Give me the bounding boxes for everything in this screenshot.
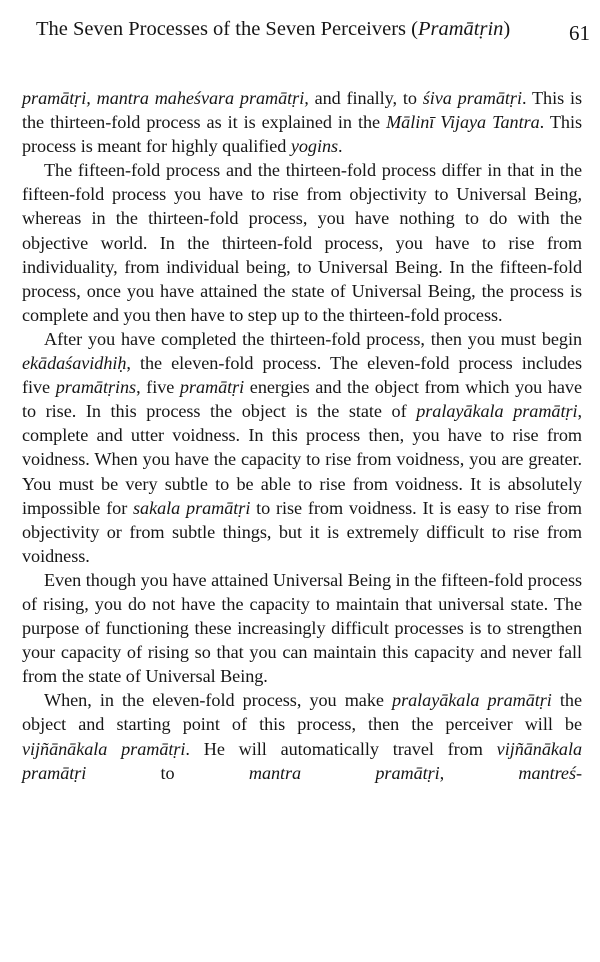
paragraph (22, 86, 582, 158)
paragraph (22, 158, 582, 327)
italic-term: ekādaśavidhiḥ (22, 353, 127, 374)
italic-term: yogins (290, 136, 339, 157)
italic-term: vijñānākala pramātṛi (22, 738, 186, 759)
text-run: After you have completed the thirteen-fold process, then you must begin (44, 328, 582, 349)
text-run: the object and starting point of this process, then the perceiver will be (22, 690, 582, 735)
text-run: and finally, to (308, 88, 423, 108)
text-run: . He will automatically travel from (185, 738, 497, 759)
paragraph (22, 688, 582, 784)
running-title (36, 13, 510, 45)
paragraph (22, 327, 582, 568)
italic-term: pramātṛi, mantra maheśvara pramātṛi, (22, 88, 309, 108)
running-head (36, 13, 590, 47)
italic-term: mantra pramātṛi, mantreś- (248, 762, 582, 783)
text-run: . This process is meant for highly qualified (22, 112, 582, 157)
text-run: The fifteen-fold process and the thirteen-fold process differ in that in the fifteen-fold process you have to rise from objectivity to Universal Being, whereas in the thirteen-fold process, you have nothing to do with the objective world. In the thirteen-fold process, you have to rise from individuality, from individual being, to Universal Being. In the fifteen-fold process, once you have attained the state of Universal Being, the process is complete and you then have to step up to the thirteen-fold process. (22, 160, 582, 325)
page-number: 61 (569, 21, 590, 45)
running-title-italic: Pramātṛin (417, 18, 504, 40)
text-run: . This is the thirteen-fold process as it is explained in the (22, 88, 583, 133)
text-run: energies and the object from which you have to rise. In this process the object is the state of (22, 377, 582, 422)
italic-term: pramātṛins (55, 377, 137, 398)
running-title-roman: The Seven Processes of the Seven Perceivers ( (36, 18, 418, 40)
body-text (22, 86, 582, 785)
italic-term: vijñānākala pramātṛi (22, 738, 582, 783)
text-run: , the eleven-fold process. The eleven-fold process includes five (22, 353, 582, 398)
text-run: Even though you have attained Universal Being in the fifteen-fold process of rising, you do not have the capacity to maintain that universal state. The purpose of functioning these increasingly difficult processes is to strengthen your capacity of rising so that you can maintain this capacity and never fall from the state of Universal Being. (22, 569, 582, 687)
text-run: , complete and utter voidness. In this process then, you have to rise from voidness. When you have the capacity to rise from voidness, you are greater. You must be very subtle to be able to rise from voidness. It is absolutely impossible for (22, 401, 582, 518)
italic-term: sakala pramātṛi (133, 497, 251, 518)
italic-term: pralayākala pramātṛi (392, 690, 552, 711)
italic-term: pralayākala pramātṛi (416, 401, 578, 422)
text-run: to (86, 762, 249, 783)
text-run: When, in the eleven-fold process, you make (44, 690, 393, 711)
running-title-close: ) (503, 18, 511, 40)
text-run: , five (136, 377, 180, 398)
text-run: to rise from voidness. It is easy to rise from objectivity or from subtle things, but it is extremely difficult to rise from voidness. (22, 497, 582, 566)
italic-term: Mālinī Vijaya Tantra (386, 112, 540, 133)
italic-term: pramātṛi (179, 377, 245, 398)
paragraph (22, 568, 582, 688)
text-run: . (338, 136, 343, 157)
italic-term: śiva pramātṛi (422, 88, 522, 108)
